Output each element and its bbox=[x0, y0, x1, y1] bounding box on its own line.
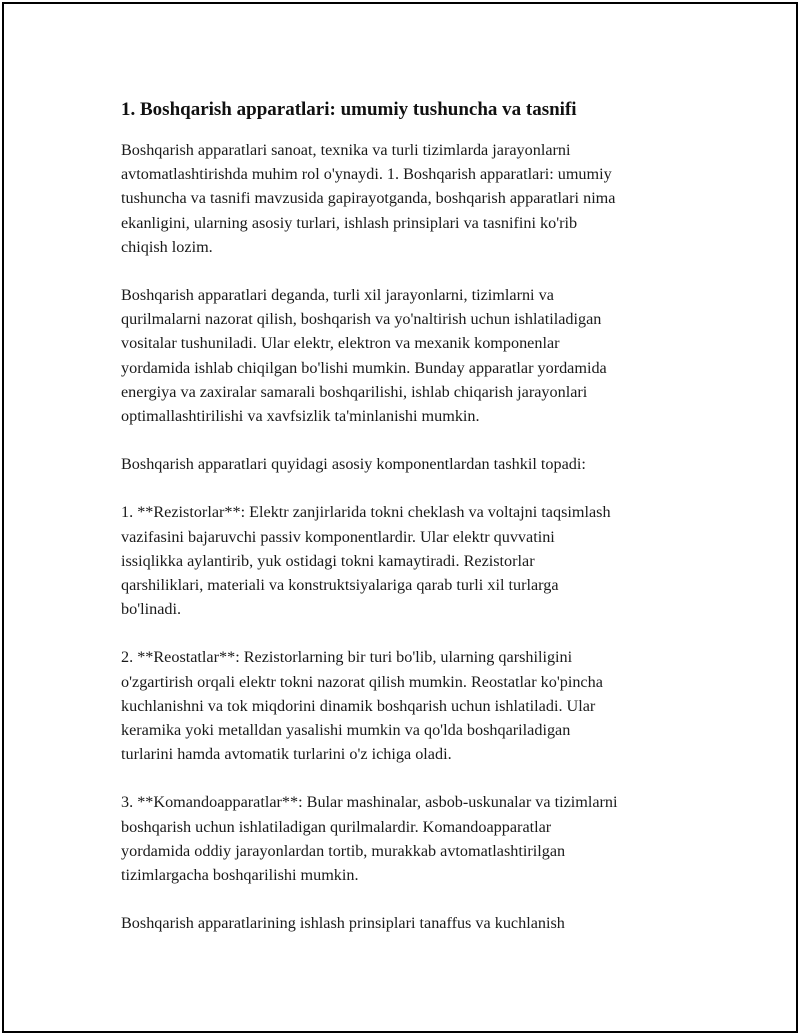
paragraph-components-intro bbox=[121, 452, 711, 476]
text-line: Boshqarish apparatlari sanoat, texnika va turli tizimlarda jarayonlarni bbox=[121, 141, 571, 159]
paragraph-intro bbox=[121, 138, 711, 259]
text-line: Boshqarish apparatlari deganda, turli xil jarayonlarni, tizimlarni va bbox=[121, 286, 554, 305]
text-line: yordamida oddiy jarayonlardan tortib, murakkab avtomatlashtirilgan bbox=[121, 841, 566, 860]
document-page bbox=[2, 2, 798, 1033]
text-line: qurilmalarni nazorat qilish, boshqarish va yo'naltirish uchun ishlatiladigan bbox=[121, 310, 602, 329]
text-line: ekanligini, ularning asosiy turlari, ishlash prinsiplari va tasnifini ko'rib bbox=[121, 213, 578, 232]
paragraph-reostatlar bbox=[121, 645, 711, 766]
text-line: avtomatlashtirishda muhim rol o'ynaydi. 1. Boshqarish apparatlari: umumiy bbox=[121, 165, 612, 184]
text-line: chiqish lozim. bbox=[121, 237, 213, 256]
text-line: turlarini hamda avtomatik turlarini o'z ichiga oladi. bbox=[121, 745, 452, 764]
paragraph-rezistorlar bbox=[121, 500, 711, 621]
paragraph-principles bbox=[121, 911, 711, 935]
text-line: Boshqarish apparatlari quyidagi asosiy komponentlardan tashkil topadi: bbox=[121, 455, 586, 474]
text-line: yordamida ishlab chiqilgan bo'lishi mumkin. Bunday apparatlar yordamida bbox=[121, 358, 607, 377]
text-line: Boshqarish apparatlarining ishlash prinsiplari tanaffus va kuchlanish bbox=[121, 914, 565, 933]
document-content bbox=[121, 96, 711, 959]
text-line: bo'linadi. bbox=[121, 600, 182, 619]
text-line: energiya va zaxiralar samarali boshqarilishi, ishlab chiqarish jarayonlari bbox=[121, 382, 588, 401]
text-line: o'zgartirish orqali elektr tokni nazorat qilish mumkin. Reostatlar ko'pincha bbox=[121, 672, 603, 691]
text-line: 1. **Rezistorlar**: Elektr zanjirlarida tokni cheklash va voltajni taqsimlash bbox=[121, 503, 611, 522]
paragraph-komandoapparatlar bbox=[121, 790, 711, 887]
text-line: tizimlargacha boshqarilishi mumkin. bbox=[121, 866, 359, 885]
text-line: keramika yoki metalldan yasalishi mumkin va qo'lda boshqariladigan bbox=[121, 721, 571, 740]
text-line: optimallashtirilishi va xavfsizlik ta'minlanishi mumkin. bbox=[121, 407, 480, 426]
document-title: 1. Boshqarish apparatlari: umumiy tushuncha va tasnifi bbox=[121, 99, 577, 120]
text-line: issiqlikka aylantirib, yuk ostidagi tokni kamaytiradi. Rezistorlar bbox=[121, 551, 535, 570]
text-line: kuchlanishni va tok miqdorini dinamik boshqarish uchun ishlatiladi. Ular bbox=[121, 696, 596, 715]
paragraph-definition bbox=[121, 283, 711, 428]
text-line: vazifasini bajaruvchi passiv komponentlardir. Ular elektr quvvatini bbox=[121, 527, 555, 546]
text-line: boshqarish uchun ishlatiladigan qurilmalardir. Komandoapparatlar bbox=[121, 817, 552, 836]
text-line: tushuncha va tasnifi mavzusida gapirayotganda, boshqarish apparatlari nima bbox=[121, 189, 616, 208]
text-line: 2. **Reostatlar**: Rezistorlarning bir turi bo'lib, ularning qarshiligini bbox=[121, 648, 573, 667]
text-line: qarshiliklari, materiali va konstruktsiyalariga qarab turli xil turlarga bbox=[121, 576, 559, 595]
text-line: vositalar tushuniladi. Ular elektr, elektron va mexanik komponenlar bbox=[121, 334, 560, 353]
text-line: 3. **Komandoapparatlar**: Bular mashinalar, asbob-uskunalar va tizimlarni bbox=[121, 793, 618, 812]
